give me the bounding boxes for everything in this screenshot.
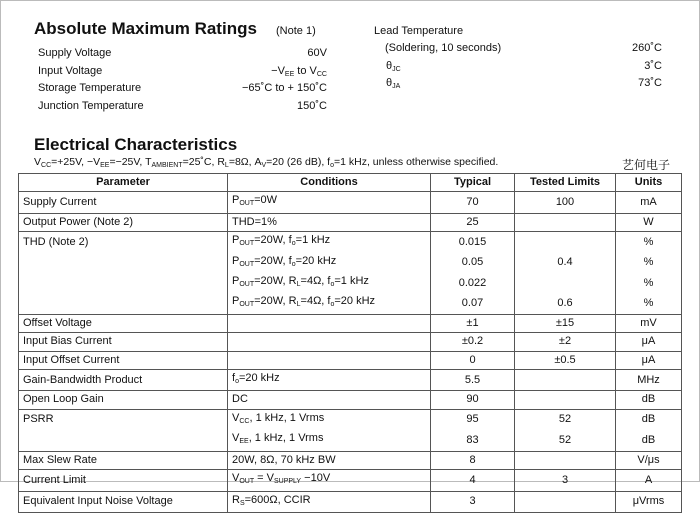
limit-cell (515, 451, 616, 469)
header-tested-limits: Tested Limits (515, 174, 616, 192)
conditions-cell: $R_S=600\Omega$, CCIR (228, 491, 431, 512)
param-cell: Max Slew Rate (19, 451, 228, 469)
conditions-cell: $V_{CC}$, 1 kHz, 1 Vrms (228, 409, 431, 430)
conditions-cell: $P_{OUT}=20W$, $f_o=20$ kHz (228, 253, 431, 273)
typical-cell: 83 (431, 430, 515, 451)
conditions-cell: DC (228, 391, 431, 409)
table-row (19, 351, 682, 369)
abs-max-value: $-V_{EE}$ to $V_{CC}$ (271, 64, 327, 78)
unit-cell: dB (616, 430, 682, 451)
table-row (19, 192, 682, 213)
limit-cell: 0.4 (515, 253, 616, 273)
unit-cell: μA (616, 351, 682, 369)
header-units: Units (616, 174, 682, 192)
table-row (19, 213, 682, 231)
typical-cell: 5.5 (431, 370, 515, 391)
elec-conditions: $V_{CC}=+25V$, $-V_{EE}=-25V$, $T_{AMBIENT}=25˚C$, $R_L=8\Omega$, $A_V=20$ (26 dB), $f_o=1$ kHz, unless otherwise specified. (34, 156, 499, 169)
param-cell (19, 293, 228, 314)
param-cell: Supply Current (19, 192, 228, 213)
unit-cell: mA (616, 192, 682, 213)
param-cell: Gain-Bandwidth Product (19, 370, 228, 391)
typical-cell: 70 (431, 192, 515, 213)
abs-max-value: 150˚C (297, 99, 327, 112)
param-cell: Open Loop Gain (19, 391, 228, 409)
typical-cell: ±1 (431, 314, 515, 332)
electrical-table (18, 173, 682, 513)
table-row (19, 391, 682, 409)
abs-max-label: Storage Temperature (38, 82, 142, 94)
unit-cell: dB (616, 391, 682, 409)
abs-max-label: Supply Voltage (38, 47, 112, 59)
abs-max-label: Junction Temperature (38, 99, 144, 112)
abs-max-note: (Note 1) (276, 25, 316, 37)
limit-cell (515, 491, 616, 512)
table-row (19, 293, 682, 314)
unit-cell: V/μs (616, 451, 682, 469)
abs-max-value: 60V (307, 47, 327, 59)
conditions-cell: $P_{OUT}=20W$, $R_L=4\Omega$, $f_o=1$ kHz (228, 273, 431, 293)
limit-cell (515, 232, 616, 253)
conditions-cell: 20W, 8Ω, 70 kHz BW (228, 451, 431, 469)
limit-cell (515, 391, 616, 409)
typical-cell: 0 (431, 351, 515, 369)
abs-max-title: Absolute Maximum Ratings (34, 19, 257, 38)
table-header-row (19, 174, 682, 192)
abs-max-right-label: $\theta_{JC}$ (386, 59, 401, 73)
limit-cell: ±15 (515, 314, 616, 332)
limit-cell: 3 (515, 470, 616, 491)
elec-title: Electrical Characteristics (34, 135, 238, 154)
table-row (19, 314, 682, 332)
table-row (19, 409, 682, 430)
lead-temp-title: Lead Temperature (374, 25, 464, 37)
typical-cell: 0.015 (431, 232, 515, 253)
typical-cell: 90 (431, 391, 515, 409)
conditions-cell (228, 351, 431, 369)
unit-cell: A (616, 470, 682, 491)
limit-cell (515, 370, 616, 391)
table-row (19, 430, 682, 451)
typical-cell: 25 (431, 213, 515, 231)
unit-cell: MHz (616, 370, 682, 391)
param-cell: Current Limit (19, 470, 228, 491)
typical-cell: 0.05 (431, 253, 515, 273)
header-conditions: Conditions (228, 174, 431, 192)
abs-max-label: Input Voltage (38, 64, 103, 77)
table-row (19, 232, 682, 253)
unit-cell: mV (616, 314, 682, 332)
typical-cell: 4 (431, 470, 515, 491)
table-row (19, 333, 682, 351)
typical-cell: 0.022 (431, 273, 515, 293)
param-cell: Equivalent Input Noise Voltage (19, 491, 228, 512)
limit-cell (515, 273, 616, 293)
conditions-cell: $P_{OUT}=20W$, $f_o=1$ kHz (228, 232, 431, 253)
conditions-cell: $P_{OUT}=0W$ (228, 192, 431, 213)
typical-cell: 0.07 (431, 293, 515, 314)
param-cell (19, 430, 228, 451)
limit-cell: 52 (515, 430, 616, 451)
unit-cell: dB (616, 409, 682, 430)
unit-cell: μA (616, 333, 682, 351)
limit-cell: 0.6 (515, 293, 616, 314)
unit-cell: W (616, 213, 682, 231)
typical-cell: 3 (431, 491, 515, 512)
conditions-cell (228, 314, 431, 332)
typical-cell: 8 (431, 451, 515, 469)
conditions-cell (228, 333, 431, 351)
param-cell: Input Offset Current (19, 351, 228, 369)
abs-max-right-value: 3˚C (644, 59, 662, 72)
limit-cell: 100 (515, 192, 616, 213)
table-row (19, 253, 682, 273)
param-cell: THD (Note 2) (19, 232, 228, 253)
abs-max-right-value: 260˚C (632, 42, 662, 54)
watermark: 艺何电子 (622, 158, 671, 172)
conditions-cell: $P_{OUT}=20W$, $R_L=4\Omega$, $f_o=20$ kHz (228, 293, 431, 314)
table-row (19, 470, 682, 491)
param-cell: Offset Voltage (19, 314, 228, 332)
param-cell: Output Power (Note 2) (19, 213, 228, 231)
table-row (19, 491, 682, 512)
limit-cell (515, 213, 616, 231)
header-typical: Typical (431, 174, 515, 192)
limit-cell: ±2 (515, 333, 616, 351)
conditions-cell: THD=1% (228, 213, 431, 231)
unit-cell: % (616, 273, 682, 293)
typical-cell: ±0.2 (431, 333, 515, 351)
conditions-cell: $V_{OUT} = V_{SUPPLY} -10V$ (228, 470, 431, 491)
abs-max-right-value: 73˚C (638, 77, 662, 89)
abs-max-value: −65˚C to + 150˚C (242, 82, 327, 94)
param-cell: Input Bias Current (19, 333, 228, 351)
conditions-cell: $V_{EE}$, 1 kHz, 1 Vrms (228, 430, 431, 451)
abs-max-right-label: $\theta_{JA}$ (386, 77, 401, 90)
abs-max-right-label: (Soldering, 10 seconds) (385, 42, 502, 54)
table-row (19, 451, 682, 469)
unit-cell: % (616, 293, 682, 314)
unit-cell: μVrms (616, 491, 682, 512)
param-cell: PSRR (19, 409, 228, 430)
table-row (19, 273, 682, 293)
header-parameter: Parameter (19, 174, 228, 192)
unit-cell: % (616, 232, 682, 253)
conditions-cell: $f_o=20$ kHz (228, 370, 431, 391)
limit-cell: ±0.5 (515, 351, 616, 369)
unit-cell: % (616, 253, 682, 273)
limit-cell: 52 (515, 409, 616, 430)
typical-cell: 95 (431, 409, 515, 430)
param-cell (19, 273, 228, 293)
param-cell (19, 253, 228, 273)
table-row (19, 370, 682, 391)
